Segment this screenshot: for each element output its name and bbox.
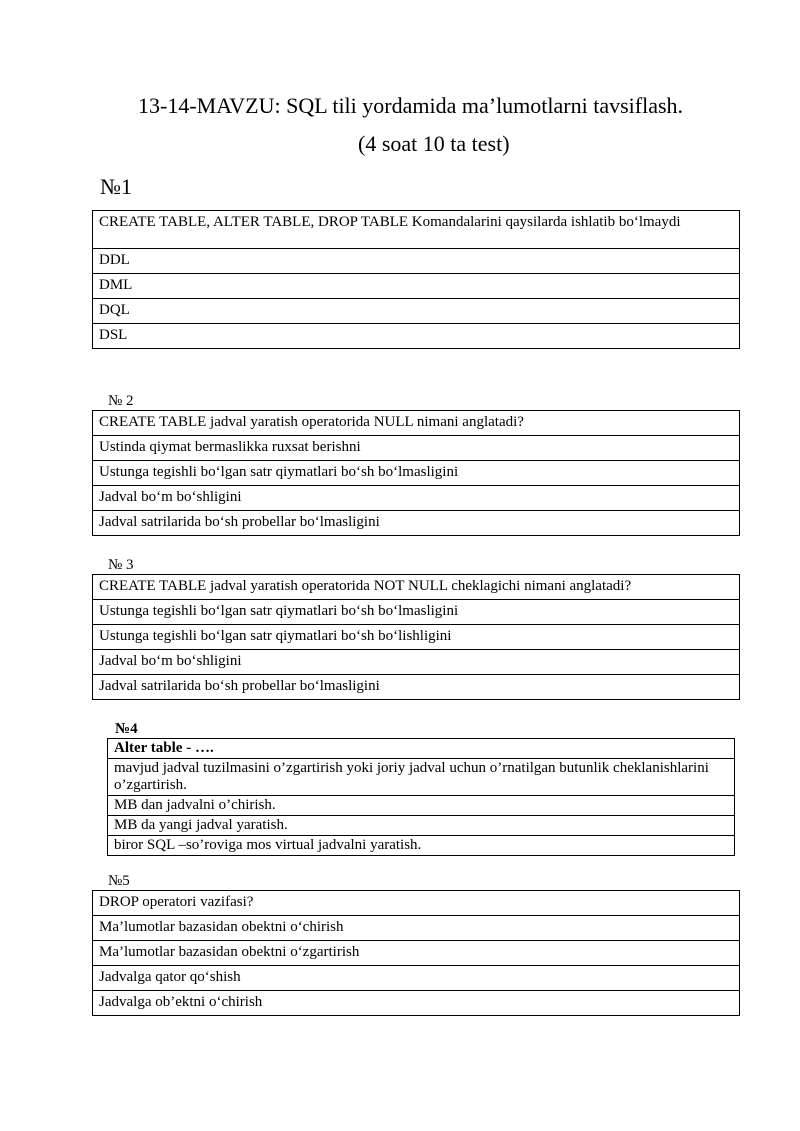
question-5-option-4: Jadvalga ob’ektni o‘chirish — [93, 991, 740, 1016]
question-5-text: DROP operatori vazifasi? — [93, 891, 740, 916]
question-1-option-1: DDL — [93, 249, 740, 274]
question-4-option-3: MB da yangi jadval yaratish. — [108, 816, 735, 836]
question-2-option-3: Jadval bo‘m bo‘shligini — [93, 486, 740, 511]
question-1-option-4: DSL — [93, 324, 740, 349]
question-5-table — [92, 890, 740, 1016]
question-3-option-4: Jadval satrilarida bo‘sh probellar bo‘lmasligini — [93, 675, 740, 700]
question-5-option-2: Ma’lumotlar bazasidan obektni o‘zgartirish — [93, 941, 740, 966]
question-3-option-3: Jadval bo‘m bo‘shligini — [93, 650, 740, 675]
question-5-number: №5 — [108, 873, 130, 889]
question-4-number: №4 — [115, 721, 138, 737]
title-line-2: (4 soat 10 ta test) — [358, 131, 510, 156]
question-3-number: № 3 — [108, 557, 134, 573]
question-5-option-3: Jadvalga qator qo‘shish — [93, 966, 740, 991]
question-1-text: CREATE TABLE, ALTER TABLE, DROP TABLE Komandalarini qaysilarda ishlatib bo‘lmaydi — [93, 211, 740, 249]
title-line-1: 13-14-MAVZU: SQL tili yordamida ma’lumotlarni tavsiflash. — [138, 93, 684, 118]
question-1-number: №1 — [100, 174, 132, 199]
question-1-option-2: DML — [93, 274, 740, 299]
question-1-option-3: DQL — [93, 299, 740, 324]
question-4-text: Alter table - …. — [108, 739, 735, 759]
question-1-table — [92, 210, 740, 349]
question-4-option-1: mavjud jadval tuzilmasini o’zgartirish yoki joriy jadval uchun o’rnatilgan butunlik cheklanishlarini o’zgartirish. — [108, 759, 735, 796]
question-2-text: CREATE TABLE jadval yaratish operatorida NULL nimani anglatadi? — [93, 411, 740, 436]
question-4-option-4: biror SQL –so’roviga mos virtual jadvalni yaratish. — [108, 836, 735, 856]
question-3-option-1: Ustunga tegishli bo‘lgan satr qiymatlari bo‘sh bo‘lmasligini — [93, 600, 740, 625]
question-5-option-1: Ma’lumotlar bazasidan obektni o‘chirish — [93, 916, 740, 941]
question-3-text: CREATE TABLE jadval yaratish operatorida NOT NULL cheklagichi nimani anglatadi? — [93, 575, 740, 600]
question-4-table — [107, 738, 735, 856]
question-2-table — [92, 410, 740, 536]
question-2-option-4: Jadval satrilarida bo‘sh probellar bo‘lmasligini — [93, 511, 740, 536]
question-3-table — [92, 574, 740, 700]
question-2-option-1: Ustinda qiymat bermaslikka ruxsat berishni — [93, 436, 740, 461]
question-4-option-2: MB dan jadvalni o’chirish. — [108, 796, 735, 816]
question-2-option-2: Ustunga tegishli bo‘lgan satr qiymatlari bo‘sh bo‘lmasligini — [93, 461, 740, 486]
question-2-number: № 2 — [108, 393, 134, 409]
question-3-option-2: Ustunga tegishli bo‘lgan satr qiymatlari bo‘sh bo‘lishligini — [93, 625, 740, 650]
